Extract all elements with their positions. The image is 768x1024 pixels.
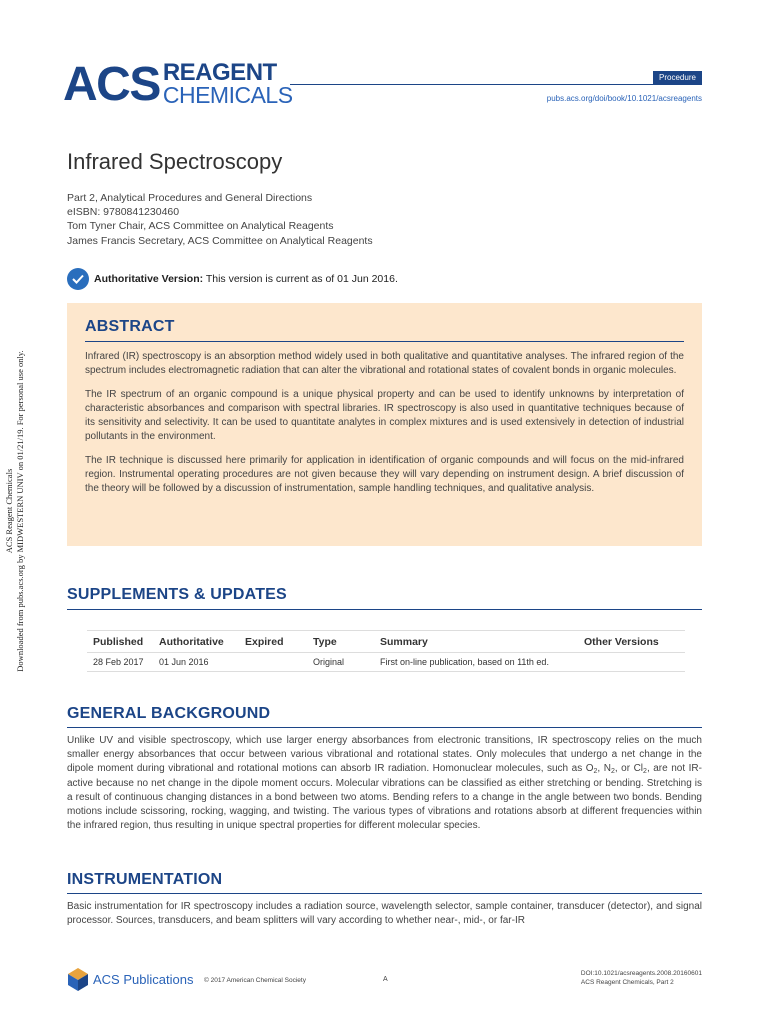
procedure-badge: Procedure: [653, 71, 702, 85]
page-title: Infrared Spectroscopy: [67, 149, 283, 174]
column-header-other-versions: Other Versions: [578, 631, 685, 653]
instrumentation-rule: [67, 893, 702, 894]
logo-reagent-text: REAGENT: [162, 59, 277, 86]
cell-other-versions: [578, 653, 685, 672]
acs-publications-logo: [67, 966, 193, 992]
cell-type: Original: [307, 653, 374, 672]
footer-doi: DOI:10.1021/acsreagents.2008.20160601: [580, 970, 702, 977]
supplements-heading: SUPPLEMENTS & UPDATES: [67, 586, 287, 603]
gb-sub-3: 2: [643, 768, 647, 776]
authoritative-version-notice: [67, 268, 398, 290]
copyright-text: © 2017 American Chemical Society: [204, 977, 306, 984]
meta-part: Part 2, Analytical Procedures and General Directions: [67, 192, 313, 204]
general-background-heading: GENERAL BACKGROUND: [67, 705, 271, 722]
logo-subtitle: [162, 59, 293, 108]
abstract-heading: ABSTRACT: [85, 318, 175, 335]
gb-text-3: , or Cl: [614, 763, 644, 775]
acs-reagent-chemicals-logo: [63, 58, 293, 111]
column-header-published: Published: [87, 631, 153, 653]
column-header-type: Type: [307, 631, 374, 653]
abstract-box: [67, 303, 702, 546]
cell-expired: [239, 653, 307, 672]
authoritative-date: This version is current as of 01 Jun 2016.: [205, 273, 398, 285]
acs-publications-text: ACS Publications: [93, 971, 194, 987]
authoritative-text: [94, 273, 398, 285]
acs-publications-icon: [67, 966, 89, 992]
column-header-authoritative: Authoritative: [153, 631, 239, 653]
logo-chemicals-text: CHEMICALS: [162, 82, 293, 108]
general-background-paragraph: [67, 734, 702, 833]
cell-authoritative: 01 Jun 2016: [153, 653, 239, 672]
header-rule: [290, 84, 702, 85]
authoritative-label: Authoritative Version:: [94, 273, 204, 285]
gb-text-4: , are not IR-active because no net change in the dipole moment occurs. Molecular vibrations can be classified as either stretching or bending. Stretching is a result of continuous changing distances in a bond between two atoms. Bending refers to a change in the angle between two bonds. Bending motions include scissoring, rocking, wagging, and twisting. The various types of vibrations and rotations absorb at different frequencies within the infrared region, thus resulting in unique spectral properties for different molecular species.: [67, 763, 702, 832]
checkmark-icon: [67, 268, 89, 290]
supplements-rule: [67, 609, 702, 610]
abstract-paragraph: Infrared (IR) spectroscopy is an absorption method widely used in both qualitative and quantitative analyses. The infrared region of the spectrum includes electromagnetic radiation that can alter the vibrational and rotational states of covalent bonds in organic molecules.: [85, 351, 684, 376]
column-header-summary: Summary: [374, 631, 578, 653]
gb-sub-2: 2: [610, 768, 615, 776]
gb-sub-1: 2: [593, 768, 598, 776]
cell-summary: First on-line publication, based on 11th ed.: [374, 653, 578, 672]
abstract-rule: [85, 341, 684, 342]
download-side-note: [4, 316, 28, 706]
abstract-paragraph: The IR spectrum of an organic compound is a unique physical property and can be used to identify unknowns by interpretation of characteristic absorbances and comparison with spectral libraries. IR spectroscopy is also used in quantitative techniques because of its sensitivity and selectivity. It can be used to quantitate analytes in complex mixtures and is used extensively in detection of industrial pollutants in the environment.: [85, 389, 684, 442]
column-header-expired: Expired: [239, 631, 307, 653]
side-note-line-1: ACS Reagent Chemicals: [4, 468, 14, 554]
table-row: [87, 653, 685, 672]
abstract-paragraph: The IR technique is discussed here primarily for application in identification of organic compounds and will focus on the mid-infrared region. Instrumental operating procedures are not given because they will vary depending on instrument design. A brief discussion of the theory will be followed by a discussion of instrumentation, sample handling techniques, and qualitative analysis.: [85, 455, 684, 494]
footer-series: ACS Reagent Chemicals, Part 2: [580, 979, 674, 986]
meta-eisbn: eISBN: 9780841230460: [67, 206, 180, 219]
instrumentation-heading: INSTRUMENTATION: [67, 871, 223, 888]
gb-text-2: , N: [597, 763, 611, 775]
footer-doi-block: [581, 969, 702, 987]
table-header-row: [87, 631, 685, 653]
gb-text-1: Unlike UV and visible spectroscopy, which use larger energy absorbances from electronic transitions, IR spectroscopy relies on the much smaller energy absorbances that occur between various vibrational and rotational states. Only molecules that undergo a net change in the dipole moment during vibrational and rotational motions can absorb IR radiation. Homonuclear molecules, such as O: [67, 735, 702, 775]
meta-chair: Tom Tyner Chair, ACS Committee on Analytical Reagents: [67, 220, 334, 233]
doi-link[interactable]: pubs.acs.org/doi/book/10.1021/acsreagents: [546, 94, 702, 103]
general-background-rule: [67, 727, 702, 728]
side-note-line-2: Downloaded from pubs.acs.org by MIDWESTERN UNIV on 01/21/19. For personal use only.: [15, 350, 25, 672]
document-metadata: [67, 191, 373, 248]
page-number: A: [383, 976, 388, 983]
cell-published: 28 Feb 2017: [87, 653, 153, 672]
instrumentation-paragraph: Basic instrumentation for IR spectroscopy includes a radiation source, wavelength selector, sample container, transducer (detector), and signal processor. Sources, transducers, and beam splitters will vary according to whether near-, mid-, or far-IR: [67, 901, 702, 927]
supplements-table: [87, 630, 685, 672]
logo-acs-text: ACS: [63, 58, 160, 111]
meta-secretary: James Francis Secretary, ACS Committee on Analytical Reagents: [67, 234, 373, 247]
